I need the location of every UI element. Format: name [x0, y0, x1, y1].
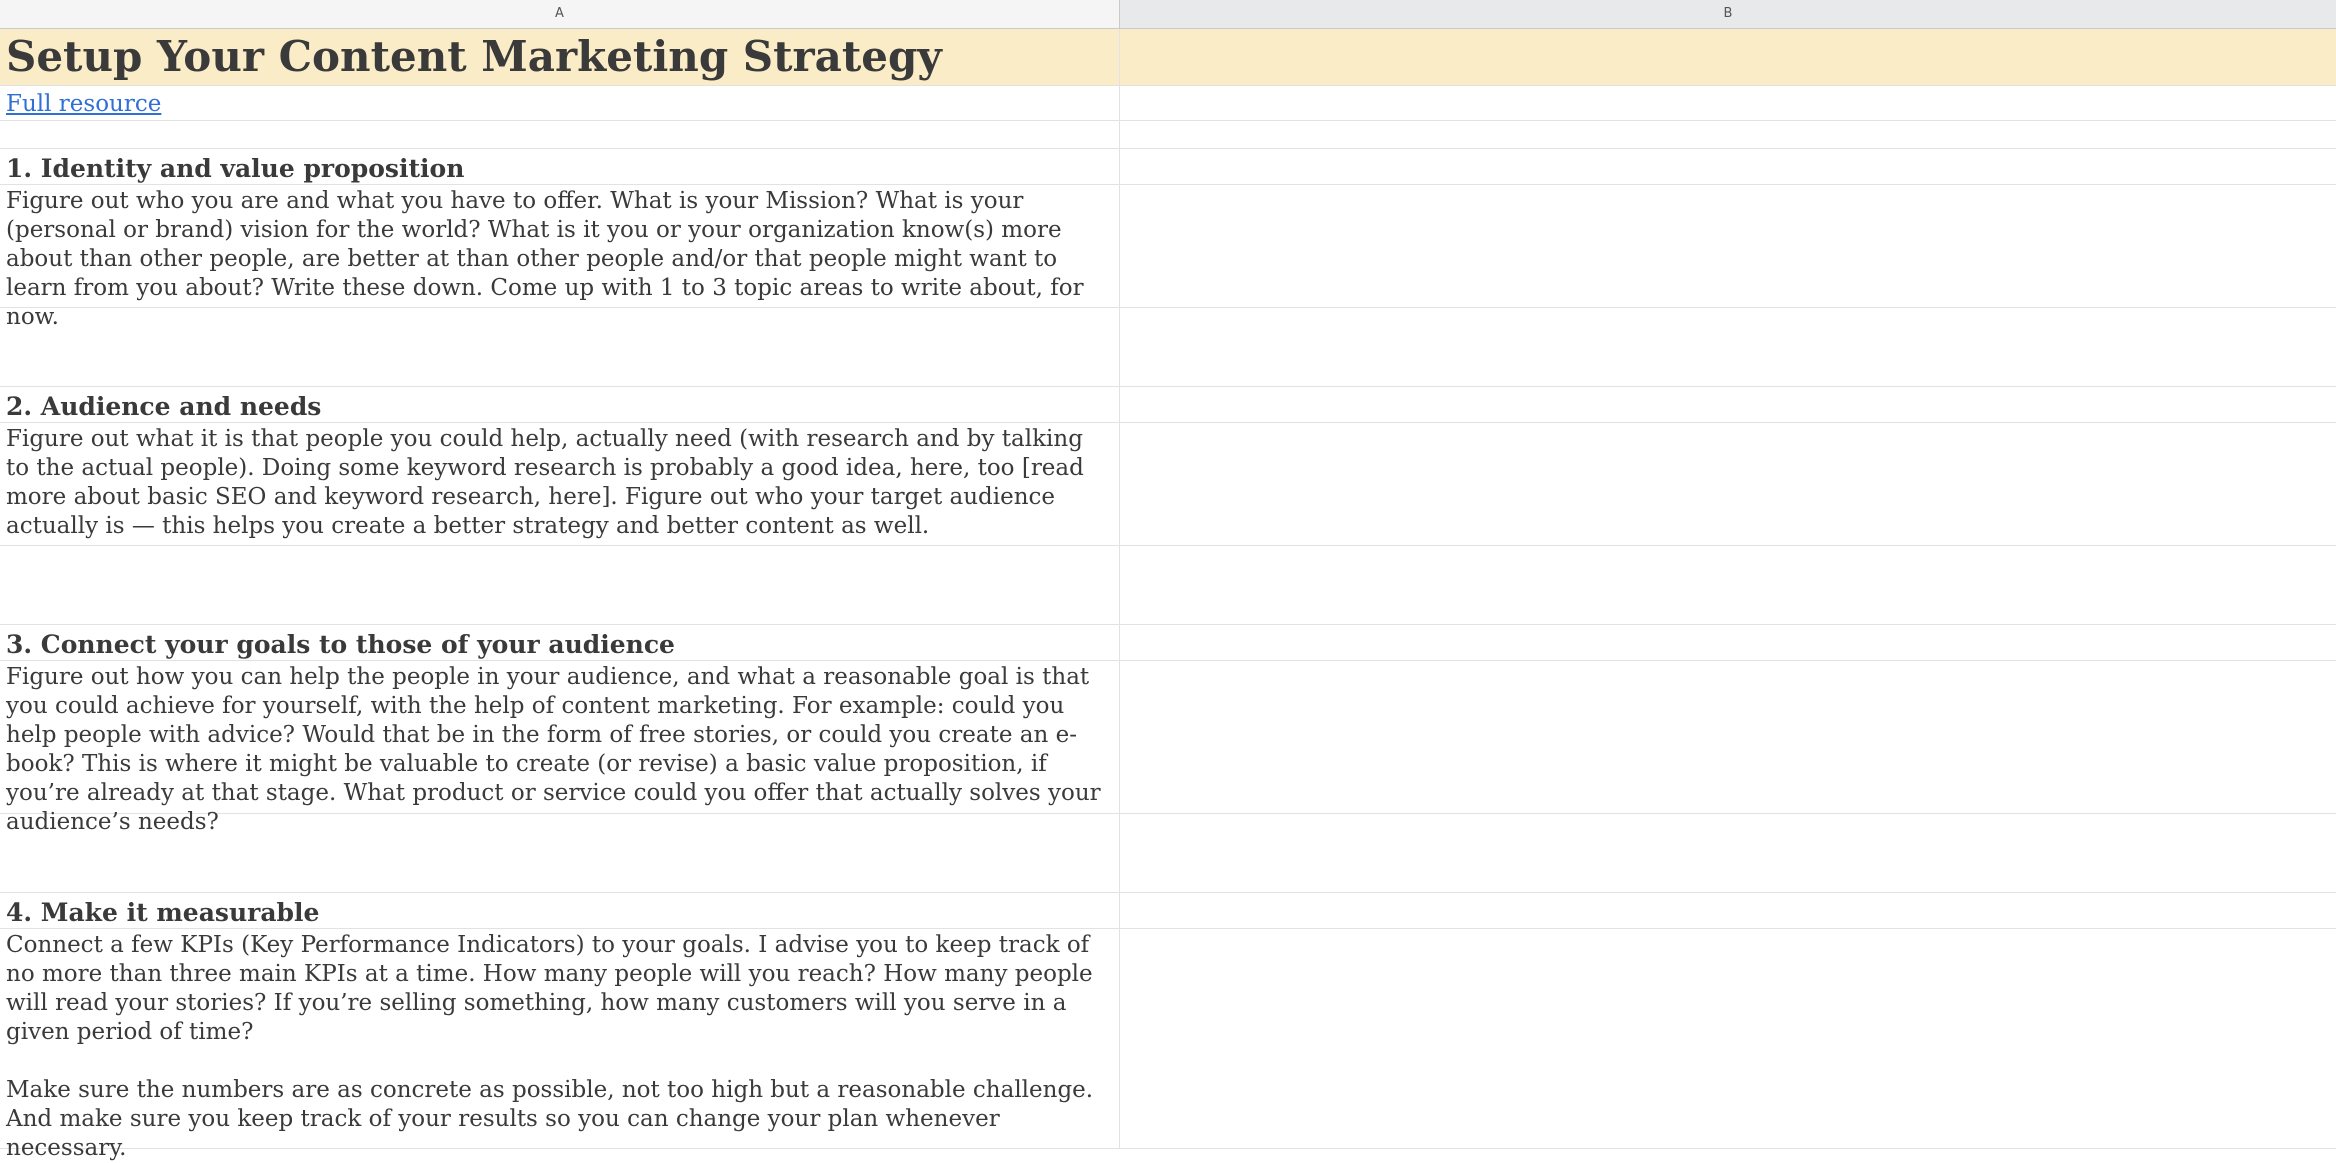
full-resource-link[interactable]: Full resource: [6, 91, 162, 117]
cell-b14[interactable]: [1120, 929, 2336, 1148]
cell-a9[interactable]: [0, 546, 1120, 624]
cell-a12[interactable]: [0, 814, 1120, 892]
column-header-a[interactable]: A: [0, 0, 1120, 28]
section-heading: 3. Connect your goals to those of your audience: [6, 630, 675, 659]
cell-a11[interactable]: [0, 661, 1120, 835]
table-row: [0, 423, 2336, 546]
cell-b8[interactable]: [1120, 423, 2336, 545]
cell-b11[interactable]: [1120, 661, 2336, 813]
cell-b12[interactable]: [1120, 814, 2336, 892]
table-row: [0, 929, 2336, 1161]
cell-b1[interactable]: [1120, 29, 2336, 85]
table-row: [0, 185, 2336, 330]
table-row: [0, 661, 2336, 835]
cell-b4[interactable]: [1120, 149, 2336, 184]
cell-a4[interactable]: [0, 149, 1120, 184]
sheet-title: Setup Your Content Marketing Strategy: [6, 32, 942, 81]
section-body: Connect a few KPIs (Key Performance Indicators) to your goals. I advise you to keep track of no more than three main KPIs at a time. How many people will you reach? How many people will read your stories? If you’re selling something, how many customers will you serve in a given period of time? Make sure the numbers are as concrete as possible, not too high but a reasonable challenge. And make sure you keep track of your results so you can change your plan whenever necessary.: [6, 932, 1094, 1161]
cell-grid: [0, 29, 2336, 1161]
cell-b3[interactable]: [1120, 121, 2336, 148]
table-row: [0, 29, 2336, 86]
cell-a3[interactable]: [0, 121, 1120, 148]
section-body: Figure out how you can help the people in your audience, and what a reasonable goal is that you could achieve for yourself, with the help of content marketing. For example: could you help people with advice? Would that be in the form of free stories, or could you create an e-book? This is where it might be valuable to create (or revise) a basic value proposition, if you’re already at that stage. What product or service could you offer that actually solves your audience’s needs?: [6, 664, 1101, 835]
column-header-b[interactable]: B: [1120, 0, 2336, 28]
section-heading: 4. Make it measurable: [6, 898, 320, 927]
column-header-bar: [0, 0, 2336, 29]
table-row: [0, 86, 2336, 121]
table-row: [0, 308, 2336, 387]
table-row: [0, 149, 2336, 185]
cell-b9[interactable]: [1120, 546, 2336, 624]
cell-a8[interactable]: [0, 423, 1120, 545]
cell-b5[interactable]: [1120, 185, 2336, 307]
table-row: [0, 387, 2336, 423]
cell-a7[interactable]: [0, 387, 1120, 422]
cell-a5[interactable]: [0, 185, 1120, 330]
cell-b13[interactable]: [1120, 893, 2336, 928]
table-row: [0, 546, 2336, 625]
cell-b6[interactable]: [1120, 308, 2336, 386]
cell-a6[interactable]: [0, 308, 1120, 386]
cell-a13[interactable]: [0, 893, 1120, 928]
cell-b2[interactable]: [1120, 86, 2336, 120]
table-row: [0, 893, 2336, 929]
table-row: [0, 625, 2336, 661]
cell-b7[interactable]: [1120, 387, 2336, 422]
section-body: Figure out who you are and what you have to offer. What is your Mission? What is your (personal or brand) vision for the world? What is it you or your organization know(s) more about than other people, are better at than other people and/or that people might want to learn from you about? Write these down. Come up with 1 to 3 topic areas to write about, for now.: [6, 188, 1084, 330]
table-row: [0, 121, 2336, 149]
cell-a1[interactable]: [0, 29, 1120, 85]
cell-a2[interactable]: [0, 86, 1120, 120]
cell-b10[interactable]: [1120, 625, 2336, 660]
cell-a10[interactable]: [0, 625, 1120, 660]
section-heading: 1. Identity and value proposition: [6, 154, 465, 183]
cell-a14[interactable]: [0, 929, 1120, 1161]
table-row: [0, 814, 2336, 893]
section-heading: 2. Audience and needs: [6, 392, 322, 421]
section-body: Figure out what it is that people you could help, actually need (with research and by talking to the actual people). Doing some keyword research is probably a good idea, here, too [read more about basic SEO and keyword research, here]. Figure out who your target audience actually is — this helps you create a better strategy and better content as well.: [6, 426, 1084, 539]
